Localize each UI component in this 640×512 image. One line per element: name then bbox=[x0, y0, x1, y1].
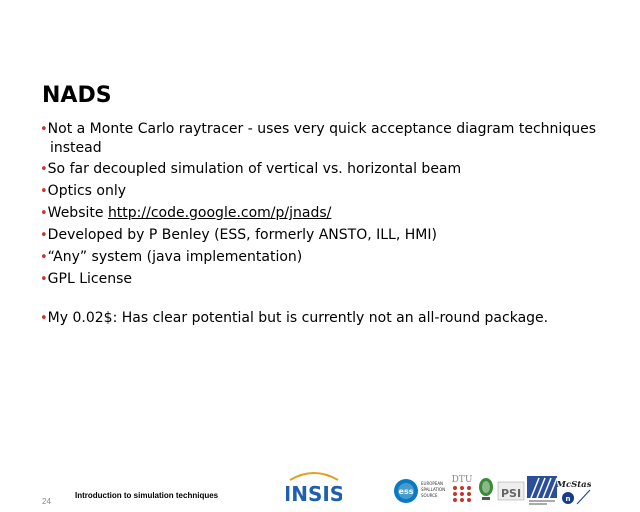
insis-logo bbox=[286, 470, 342, 504]
university-crest-icon bbox=[477, 476, 495, 502]
bullet-item: •My 0.02$: Has clear potential but is currently not an all-round package. bbox=[40, 310, 549, 326]
svg-text:SOURCE: SOURCE bbox=[421, 493, 438, 498]
slide-title: NADS bbox=[42, 83, 112, 108]
dtu-logo bbox=[450, 472, 474, 506]
bullet-dot-icon: • bbox=[40, 228, 48, 243]
bullet-dot-icon: • bbox=[40, 311, 48, 326]
svg-text:EUROPEAN: EUROPEAN bbox=[421, 481, 444, 486]
page-number: 24 bbox=[42, 497, 51, 506]
science-facility-logo-icon bbox=[527, 476, 557, 506]
bullet-list bbox=[40, 120, 600, 331]
bullet-dot-icon: • bbox=[40, 272, 48, 287]
bullet-item: •Website http://code.google.com/p/jnads/ bbox=[40, 205, 332, 221]
bullet-item: •GPL License bbox=[40, 271, 132, 287]
bullet-dot-icon: • bbox=[40, 250, 48, 265]
bullet-item: •“Any” system (java implementation) bbox=[40, 249, 303, 265]
psi-logo-text: PSI bbox=[500, 487, 522, 500]
bullet-item: •So far decoupled simulation of vertical vs. horizontal beam bbox=[40, 161, 462, 177]
svg-text:SPALLATION: SPALLATION bbox=[421, 487, 445, 492]
bullet-item: •Not a Monte Carlo raytracer - uses very quick acceptance diagram techniques instead bbox=[40, 121, 596, 156]
bullet-item: •Optics only bbox=[40, 183, 127, 199]
bullet-dot-icon: • bbox=[40, 122, 48, 137]
ess-badge-text: ess bbox=[398, 487, 414, 496]
website-link[interactable]: http://code.google.com/p/jnads/ bbox=[107, 205, 332, 221]
psi-logo bbox=[497, 480, 525, 502]
svg-text:n: n bbox=[565, 495, 571, 503]
bullet-item: •Developed by P Benley (ESS, formerly ANSTO, ILL, HMI) bbox=[40, 227, 437, 243]
ess-logo bbox=[393, 476, 445, 506]
bullet-dot-icon: • bbox=[40, 184, 48, 199]
mcstas-logo bbox=[557, 478, 591, 506]
bullet-dot-icon: • bbox=[40, 206, 48, 221]
bullet-dot-icon: • bbox=[40, 162, 48, 177]
footer-title: Introduction to simulation techniques bbox=[75, 491, 219, 500]
mcstas-logo-text: McStas bbox=[557, 480, 591, 490]
insis-logo-text: INSIS bbox=[286, 482, 342, 504]
dtu-logo-text: DTU bbox=[451, 475, 473, 485]
